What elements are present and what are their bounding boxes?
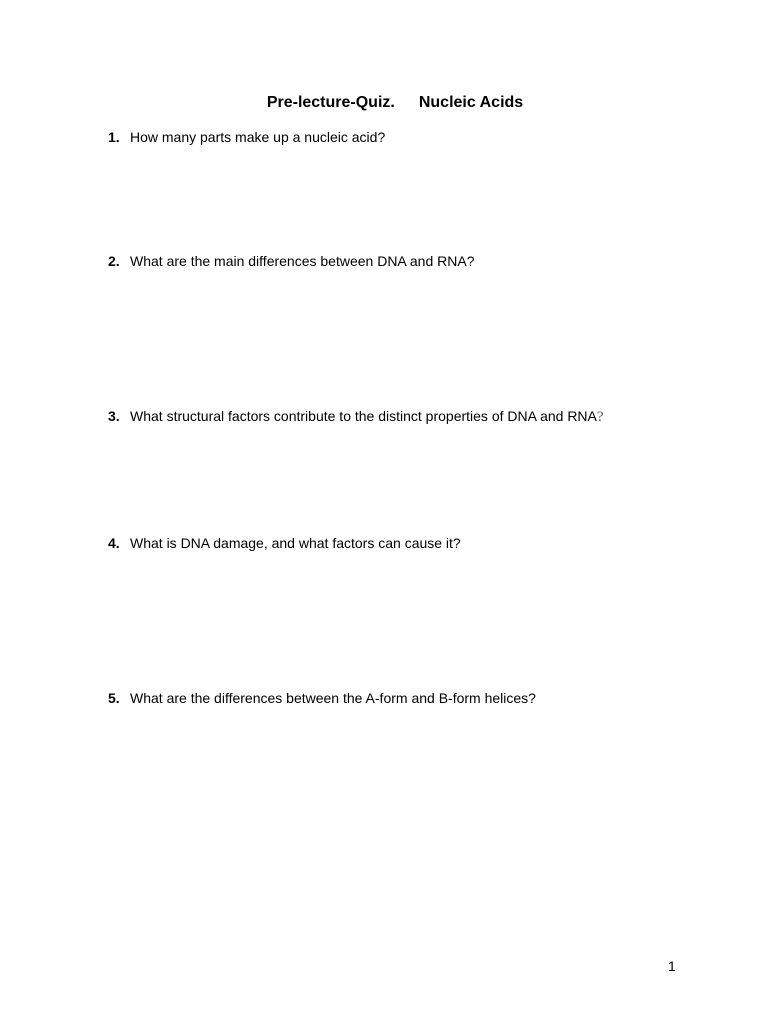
question-5 [108,690,536,706]
question-number: 1. [108,129,120,145]
question-3 [108,408,604,426]
question-2 [108,253,474,269]
question-text: What is DNA damage, and what factors can cause it? [130,535,461,551]
question-text: What structural factors contribute to the distinct properties of DNA and RNA [130,408,597,424]
title-topic: Nucleic Acids [418,94,524,111]
question-number: 5. [108,690,120,706]
question-text: What are the main differences between DNA and RNA? [130,253,475,269]
question-number: 4. [108,535,120,551]
page-number: 1 [668,958,676,974]
question-number: 2. [108,253,120,269]
question-mark: ? [596,409,604,425]
question-1 [108,129,385,145]
question-4 [108,535,461,551]
question-text: What are the differences between the A-form and B-form helices? [130,690,536,706]
question-number: 3. [108,408,120,424]
question-text: How many parts make up a nucleic acid? [130,129,386,145]
title-quiz-label: Pre-lecture-Quiz. [266,94,395,111]
page-title [0,94,768,112]
